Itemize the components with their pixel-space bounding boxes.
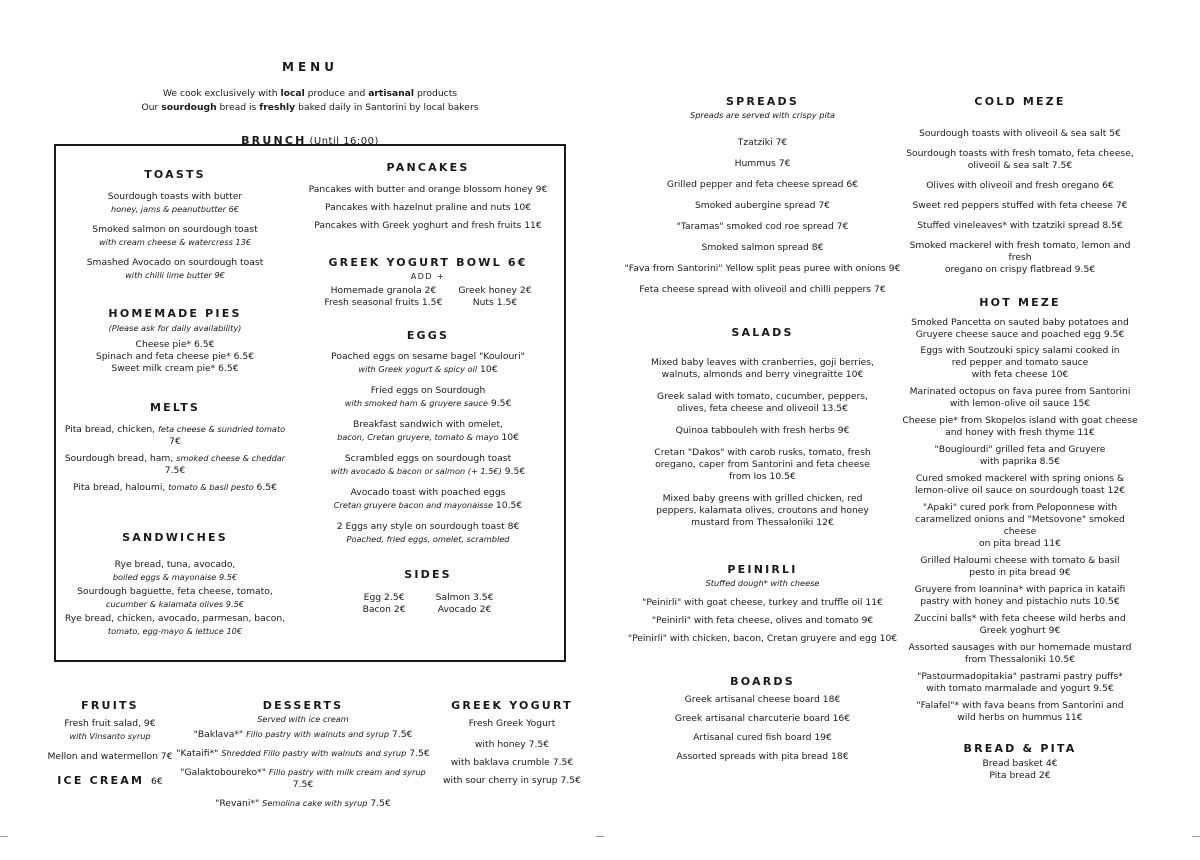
item-desc: Semolina cake with syrup — [262, 798, 368, 808]
item-line: walnuts, almonds and berry vinegraitte 10€ — [661, 369, 864, 380]
fruits-title: FRUITS — [81, 699, 139, 712]
item-line: Cretan "Dakos" with carob rusks, tomato, fresh — [654, 447, 871, 458]
intro-text: baked daily in Santorini by local bakers — [295, 102, 479, 113]
intro-bold: artisanal — [368, 88, 415, 99]
item-line: pastry with honey and pistachio nuts 10.5€ — [920, 596, 1120, 607]
item-desc: tomato, egg-mayo & lettuce 10€ — [107, 626, 243, 636]
item-line: Gruyere from Ioannina* with paprica in kataifi — [914, 584, 1126, 595]
item-line: red pepper and tomato sauce — [951, 357, 1089, 368]
bread-pita-title: BREAD & PITA — [963, 742, 1077, 755]
melt-item — [62, 481, 288, 494]
egg-item — [298, 521, 558, 546]
hot-meze-item — [900, 345, 1140, 381]
item-price: 7.5€ — [292, 779, 314, 790]
hot-meze-item — [900, 555, 1140, 579]
item-price: 7.5€ — [406, 748, 430, 759]
toast-item — [62, 191, 288, 215]
item-desc: with Greek yogurt & spicy oil — [358, 364, 478, 374]
right-column — [900, 95, 1140, 782]
item-line: with tomato marmalade and yogurt 9.5€ — [926, 683, 1114, 694]
yogurt-bowl-options — [298, 285, 558, 309]
item-name: Pita bread, chicken, — [64, 424, 159, 435]
item-line: oregano, caper from Santorini and feta cheese — [655, 459, 870, 470]
bread-item: Pita bread 2€ — [989, 770, 1051, 781]
hot-meze-item — [900, 613, 1140, 637]
spread-item: "Taramas" smoked cod roe spread 7€ — [676, 221, 849, 232]
item-line: from Thessaloniki 10.5€ — [964, 654, 1076, 665]
item-line: "Falafel"* with fava beans from Santorini and — [916, 700, 1124, 711]
desserts-title: DESSERTS — [262, 699, 344, 712]
item-line: and honey with fresh thyme 11€ — [945, 427, 1095, 438]
side-item: Bacon 2€ — [362, 604, 406, 615]
item-price: 10.5€ — [492, 500, 523, 511]
hot-meze-item — [900, 671, 1140, 695]
hot-meze-item — [900, 584, 1140, 608]
item-line: "Bougiourdi" grilled feta and Gruyere — [934, 444, 1106, 455]
fold-mark — [596, 836, 604, 837]
option-item: Nuts 1.5€ — [472, 297, 518, 308]
sandwich-item — [62, 613, 288, 637]
item-line: oregano on crispy flatbread 9.5€ — [944, 264, 1096, 275]
spread-item: Hummus 7€ — [734, 158, 791, 169]
item-line: Cured smoked mackerel with spring onions & — [915, 473, 1125, 484]
greek-yogurt-item: Fresh Greek Yogurt — [468, 718, 556, 729]
melt-item — [62, 452, 288, 477]
board-item: Artisanal cured fish board 19€ — [693, 732, 832, 743]
peinirli-item: "Peinirli" with goat cheese, turkey and truffle oil 11€ — [642, 597, 883, 608]
item-line: caramelized onions and "Metsovone" smoked cheese — [915, 514, 1125, 537]
item-line: with feta cheese 10€ — [971, 369, 1069, 380]
egg-item — [298, 453, 558, 478]
intro-line-1 — [110, 88, 510, 100]
sides-right — [436, 592, 494, 616]
pies-note: (Please ask for daily availability) — [108, 323, 242, 333]
ice-cream-title: ICE CREAM — [57, 774, 145, 787]
item-line: "Pastourmadopitakia" pastrami pastry puffs* — [917, 671, 1123, 682]
salad-item — [615, 357, 910, 381]
menu-title: MENU — [282, 60, 338, 74]
toast-item — [62, 257, 288, 281]
hot-meze-item — [900, 444, 1140, 468]
item-line: Eggs with Soutzouki spicy salami cooked in — [920, 345, 1120, 356]
pie-item: Cheese pie* 6.5€ — [135, 339, 215, 350]
yogurt-bowl-title: GREEK YOGURT BOWL 6€ — [328, 256, 528, 269]
greek-yogurt-item: with sour cherry in syrup 7.5€ — [443, 775, 581, 786]
hot-meze-item — [900, 473, 1140, 497]
hot-meze-item — [900, 700, 1140, 724]
spread-item: Smoked salmon spread 8€ — [701, 242, 824, 253]
hot-meze-item — [900, 502, 1140, 550]
item-line: Sweet red peppers stuffed with feta cheese 7€ — [912, 200, 1128, 211]
pie-item: Sweet milk cream pie* 6.5€ — [111, 363, 239, 374]
peinirli-title: PEINIRLI — [727, 563, 798, 576]
spreads-title: SPREADS — [726, 95, 799, 108]
cold-meze-item — [900, 220, 1140, 232]
item-name: Rye bread, tuna, avocado, — [114, 559, 236, 570]
side-item: Egg 2.5€ — [363, 592, 405, 603]
item-price: 9.5€ — [487, 398, 512, 409]
yogurt-bowl-add: ADD + — [410, 272, 446, 281]
item-desc: Shredded Fillo pastry with walnuts and syrup — [221, 748, 407, 758]
item-line: Stuffed vineleaves* with tzatziki spread 8.5€ — [917, 220, 1123, 231]
item-desc: tomato & basil pesto — [168, 482, 254, 492]
option-item: Greek honey 2€ — [458, 285, 532, 296]
item-line: wild herbs on hummus 11€ — [957, 712, 1083, 723]
spreads-note: Spreads are served with crispy pita — [690, 110, 835, 120]
item-price: 7.5€ — [367, 798, 391, 809]
greek-yogurt-item: with honey 7.5€ — [474, 739, 550, 750]
item-line: Zuccini balls* with feta cheese wild herbs and — [914, 613, 1126, 624]
dessert-item — [170, 728, 436, 741]
hot-meze-item — [900, 415, 1140, 439]
intro-text: We cook exclusively with — [162, 88, 281, 99]
pie-item: Spinach and feta cheese pie* 6.5€ — [95, 351, 255, 362]
cold-meze-item — [900, 180, 1140, 192]
salad-item — [615, 391, 910, 415]
item-desc: bacon, Cretan gruyere, tomato & mayo — [337, 432, 499, 442]
item-desc: with cream cheese & watercress 13€ — [98, 237, 252, 247]
item-line: Assorted sausages with our homemade mustard — [908, 642, 1132, 653]
cold-meze-item — [900, 148, 1140, 172]
item-name: Scrambled eggs on sourdough toast — [344, 453, 512, 464]
item-price: 7.5€ — [389, 729, 413, 740]
item-name: Smoked salmon on sourdough toast — [92, 224, 258, 235]
hot-meze-title: HOT MEZE — [979, 296, 1061, 309]
peinirli-item: "Peinirli" with feta cheese, olives and tomato 9€ — [651, 615, 874, 626]
dessert-item — [170, 797, 436, 810]
side-item: Avocado 2€ — [437, 604, 492, 615]
hot-meze-item — [900, 317, 1140, 341]
ice-cream-row — [40, 774, 180, 787]
item-line: Cheese pie* from Skopelos island with goat cheese — [902, 415, 1138, 426]
item-desc: smoked cheese & cheddar — [176, 453, 286, 463]
bread-item: Bread basket 4€ — [982, 758, 1058, 769]
intro-bold: local — [280, 88, 305, 99]
menu-header — [110, 60, 510, 114]
item-price: 10€ — [477, 364, 498, 375]
item-price: 7.5€ — [164, 465, 186, 476]
brunch-title: BRUNCH — [241, 134, 307, 147]
fold-mark — [0, 836, 8, 837]
item-line: Grilled Haloumi cheese with tomato & basil — [920, 555, 1120, 566]
item-price: 7€ — [169, 436, 181, 447]
sides-left — [363, 592, 406, 616]
item-name: Sourdough bread, ham, — [64, 453, 177, 464]
greek-yogurt-item: with baklava crumble 7.5€ — [450, 757, 574, 768]
salad-item — [615, 493, 910, 529]
middle-column — [615, 95, 910, 763]
item-desc: Cretan gruyere bacon and mayonaisse — [333, 500, 493, 510]
item-line: Mixed baby greens with grilled chicken, red — [662, 493, 863, 504]
hot-meze-item — [900, 386, 1140, 410]
intro-text: bread is — [216, 102, 260, 113]
item-line: from Ios 10.5€ — [729, 471, 796, 482]
sandwiches-title: SANDWICHES — [122, 531, 228, 544]
intro-text: products — [414, 88, 458, 99]
intro-bold: freshly — [259, 102, 296, 113]
egg-item — [298, 385, 558, 410]
greek-yogurt-section — [440, 699, 584, 787]
item-line: Gruyere cheese sauce and poached egg 9.5€ — [915, 329, 1125, 340]
item-price: 10€ — [498, 432, 519, 443]
dessert-item — [170, 747, 436, 760]
fruit-item — [40, 718, 180, 742]
pancake-item: Pancakes with Greek yoghurt and fresh fruits 11€ — [314, 220, 542, 231]
spread-item: Feta cheese spread with oliveoil and chilli peppers 7€ — [639, 284, 886, 295]
peinirli-note: Stuffed dough* with cheese — [705, 578, 820, 588]
dessert-item — [170, 766, 436, 791]
item-line: Greek yoghurt 9€ — [979, 625, 1061, 636]
toasts-title: TOASTS — [144, 168, 206, 181]
board-item: Greek artisanal charcuterie board 16€ — [674, 713, 851, 724]
item-name: 2 Eggs any style on sourdough toast 8€ — [336, 521, 520, 532]
peinirli-item: "Peinirli" with chicken, bacon, Cretan gruyere and egg 10€ — [627, 633, 898, 644]
item-name: Sourdough baguette, feta cheese, tomato, — [77, 586, 273, 597]
item-name: Breakfast sandwich with omelet, — [353, 419, 503, 430]
salads-title: SALADS — [731, 326, 794, 339]
option-item: Fresh seasonal fruits 1.5€ — [324, 297, 443, 308]
ice-cream-price: 6€ — [151, 776, 163, 787]
item-name: Avocado toast with poached eggs — [350, 487, 506, 498]
item-line: Quinoa tabbouleh with fresh herbs 9€ — [675, 425, 850, 436]
item-line: with lemon-olive oil sauce 15€ — [949, 398, 1091, 409]
item-name: Fried eggs on Sourdough — [370, 385, 486, 396]
boards-title: BOARDS — [730, 675, 795, 688]
item-name: Smashed Avocado on sourdough toast — [86, 257, 264, 268]
cold-meze-item — [900, 200, 1140, 212]
item-desc: Poached, fried eggs, omelet, scrambled — [346, 534, 510, 544]
item-name: Sourdough toasts with butter — [107, 191, 243, 202]
item-desc: Fillo pastry with milk cream and syrup — [268, 767, 426, 777]
pancakes-title: PANCAKES — [386, 161, 470, 174]
item-desc: honey, jams & peanutbutter 6€ — [110, 204, 240, 214]
sides-list — [298, 592, 558, 616]
yogurt-options-right — [458, 285, 531, 309]
item-line: Smoked mackerel with fresh tomato, lemon and fresh — [909, 240, 1131, 263]
item-line: "Apaki" cured pork from Peloponnese with — [922, 502, 1118, 513]
item-price: 6.5€ — [253, 482, 277, 493]
item-desc: boiled eggs & mayonaise 9.5€ — [112, 572, 238, 582]
item-name: "Revani*" — [215, 798, 263, 809]
item-name: Pita bread, haloumi, — [73, 482, 169, 493]
hot-meze-item — [900, 642, 1140, 666]
egg-item — [298, 351, 558, 376]
item-line: Greek salad with tomato, cucumber, peppers, — [657, 391, 868, 402]
item-line: Sourdough toasts with oliveoil & sea salt 5€ — [919, 128, 1121, 139]
item-line: pesto in pita bread 9€ — [969, 567, 1071, 578]
item-line: oliveoil & sea salt 7.5€ — [967, 160, 1073, 171]
pancake-item: Pancakes with butter and orange blossom honey 9€ — [308, 184, 548, 195]
spread-item: Grilled pepper and feta cheese spread 6€ — [666, 179, 859, 190]
greek-yogurt-title: GREEK YOGURT — [451, 699, 573, 712]
cold-meze-item — [900, 128, 1140, 140]
item-line: mustard from Thessaloniki 12€ — [691, 517, 834, 528]
item-line: Mixed baby leaves with cranberries, goji berries, — [651, 357, 874, 368]
fruit-item — [40, 751, 180, 763]
melts-title: MELTS — [149, 401, 201, 414]
item-name: Poached eggs on sesame bagel "Koulouri" — [331, 351, 525, 362]
spread-item: Smoked aubergine spread 7€ — [694, 200, 831, 211]
item-line: lemon-olive oil sauce on sourdough toast 12€ — [914, 485, 1126, 496]
item-desc: cucumber & kalamata olives 9.5€ — [106, 599, 244, 609]
desserts-note: Served with ice cream — [257, 714, 349, 724]
brunch-subtitle: (Until 16:00) — [309, 136, 379, 147]
item-desc: Fillo pastry with walnuts and syrup — [246, 729, 390, 739]
item-line: on pita bread 11€ — [979, 538, 1061, 549]
side-item: Salmon 3.5€ — [435, 592, 494, 603]
item-desc: with chilli lime butter 9€ — [125, 270, 225, 280]
item-name: "Kataifi*" — [176, 748, 222, 759]
spread-item: "Fava from Santorini" Yellow split peas puree with onions 9€ — [624, 263, 901, 274]
cold-meze-title: COLD MEZE — [974, 95, 1066, 108]
item-line: Olives with oliveoil and fresh oregano 6€ — [926, 180, 1114, 191]
yogurt-options-left — [324, 285, 442, 309]
sides-title: SIDES — [404, 568, 452, 581]
cold-meze-item — [900, 240, 1140, 276]
option-item: Homemade granola 2€ — [330, 285, 437, 296]
egg-item — [298, 487, 558, 512]
item-name: Mellon and watermellon 7€ — [47, 751, 173, 762]
pancake-item: Pancakes with hazelnut praline and nuts 10€ — [324, 202, 532, 213]
item-name: "Baklava*" — [193, 729, 247, 740]
item-desc: with smoked ham & gruyere sauce — [344, 398, 488, 408]
item-line: Smoked Pancetta on sauted baby potatoes and — [911, 317, 1129, 328]
item-name: Rye bread, chicken, avocado, parmesan, bacon, — [64, 613, 286, 624]
item-desc: with Vinsanto syrup — [69, 731, 151, 741]
item-line: Marinated octopus on fava puree from Santorini — [909, 386, 1131, 397]
intro-bold: sourdough — [161, 102, 217, 113]
item-line: peppers, kalamata olives, croutons and honey — [656, 505, 869, 516]
brunch-left-column — [62, 168, 288, 637]
sandwich-item — [62, 559, 288, 583]
item-desc: feta cheese & sundried tomato — [158, 424, 286, 434]
intro-text: produce and — [304, 88, 369, 99]
board-item: Assorted spreads with pita bread 18€ — [676, 751, 849, 762]
toast-item — [62, 224, 288, 248]
melt-item — [62, 423, 288, 448]
fold-mark — [1192, 836, 1200, 837]
item-price: 9.5€ — [501, 466, 526, 477]
item-name: Fresh fruit salad, 9€ — [64, 718, 156, 729]
salad-item — [615, 447, 910, 483]
intro-line-2 — [110, 102, 510, 114]
item-line: olives, feta cheese and oliveoil 13.5€ — [677, 403, 848, 414]
eggs-title: EGGS — [406, 329, 450, 342]
pies-title: HOMEMADE PIES — [108, 307, 242, 320]
item-desc: with avocado & bacon or salmon (+ 1.5€) — [330, 466, 502, 476]
board-item: Greek artisanal cheese board 18€ — [684, 694, 841, 705]
intro-text: Our — [141, 102, 162, 113]
item-line: Sourdough toasts with fresh tomato, feta cheese, — [906, 148, 1134, 159]
egg-item — [298, 419, 558, 444]
item-line: with paprika 8.5€ — [979, 456, 1061, 467]
brunch-right-column — [298, 161, 558, 616]
spread-item: Tzatziki 7€ — [737, 137, 788, 148]
sandwich-item — [62, 586, 288, 610]
salad-item — [615, 425, 910, 437]
desserts-section — [170, 699, 436, 810]
item-name: "Galaktoboureko*" — [180, 767, 269, 778]
fruits-section — [40, 699, 180, 787]
